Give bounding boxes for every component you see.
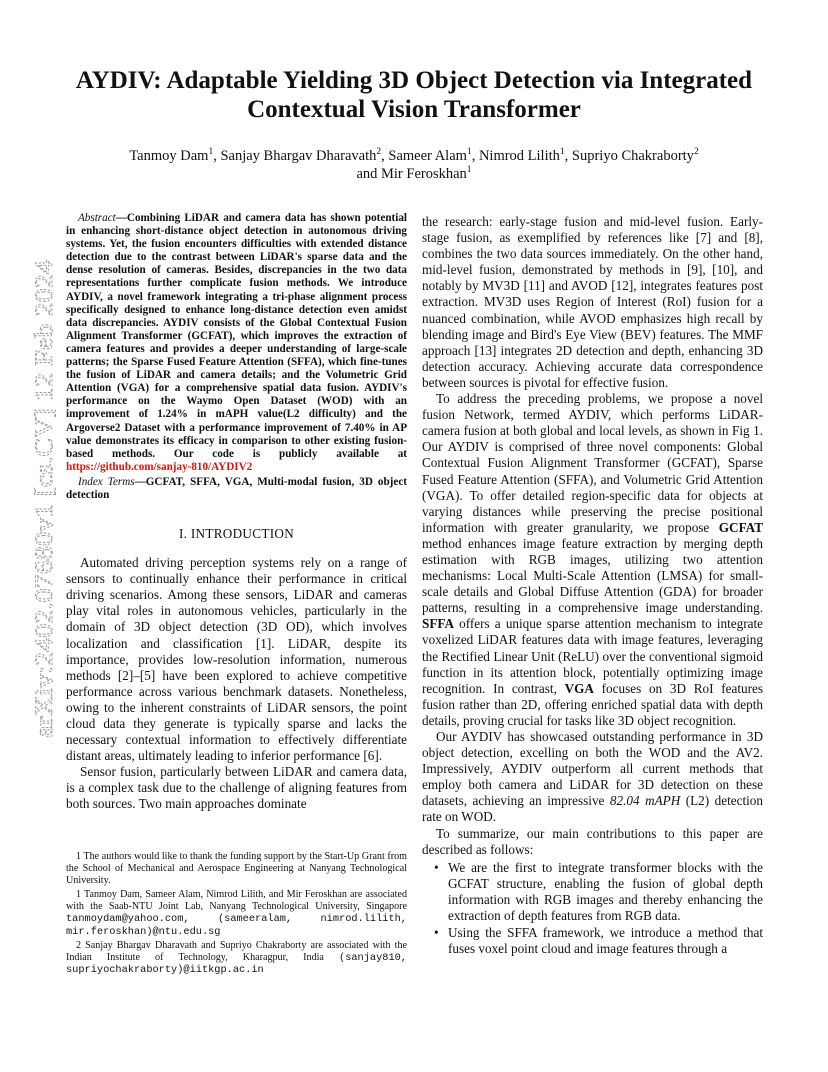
- index-terms: Index Terms—GCFAT, SFFA, VGA, Multi-modal fusion, 3D object detection: [66, 475, 407, 501]
- paragraph: To address the preceding problems, we propose a novel fusion Network, termed AYDIV, which performs LiDAR-camera fusion at both global and local levels, as shown in Fig 1. Our AYDIV is comprised of three novel components: Global Contextual Fusion Alignment Transformer (GCFAT), Sparse Fused Feature Attention (SFFA), and Volumetric Grid Attention (VGA). To offer detailed region-specific data for objects at varying distances while preserving the precise positional information with greater granularity, we propose GCFAT method enhances image feature extraction by merging depth estimation with RGB images, utilizing two attention mechanisms: Local Multi-Scale Attention (LMSA) for small-scale details and Global Diffuse Attention (GDA) for broader patterns, resulting in a comprehensive image understanding. SFFA offers a unique sparse attention mechanism to integrate voxelized LiDAR features data with image features, leveraging the Rectified Linear Unit (ReLU) over the conventional sigmoid function in its attention block, potentially optimizing image recognition. In contrast, VGA focuses on 3D RoI features fusion rather than 2D, offering enriched spatial data with depth details, proving crucial for tasks like 3D object recognition.: [422, 391, 763, 728]
- footnote: 1 The authors would like to thank the funding support by the Start-Up Grant from the School of Mechanical and Aerospace Engineering at Nanyang Technological University.: [66, 851, 407, 887]
- keyword-sffa: SFFA: [422, 616, 454, 632]
- right-column: [422, 214, 763, 958]
- arxiv-stamp-text: arXiv:2402.07680v1 [cs.CV] 12 Feb 2024: [29, 305, 58, 738]
- list-item: • We are the first to integrate transformer blocks with the GCFAT structure, enabling the fusion of global depth information with RGB images and thereby enhancing the extraction of depth features from RGB data.: [434, 859, 763, 924]
- author: Supriyo Chakraborty$^2$: [571, 147, 699, 164]
- abstract: Abstract—Combining LiDAR and camera data has shown potential in enhancing short-distance object detection in autonomous driving systems. Yet, the fusion encounters difficulties with extended distance detection due to the contrast between LiDAR's sparse data and the dense resolution of cameras. Besides, discrepancies in the two data representations further complicate fusion methods. We introduce AYDIV, a novel framework integrating a tri-phase alignment process specifically designed to enhance long-distance detection even amidst data discrepancies. AYDIV consists of the Global Contextual Fusion Alignment Transformer (GCFAT), which improves the extraction of camera features and provides a deeper understanding of large-scale patterns; the Sparse Fused Feature Attention (SFFA), which fine-tunes the fusion of LiDAR and camera details; and the Volumetric Grid Attention (VGA) for a comprehensive spatial data fusion. AYDIV's performance on the Waymo Open Dataset (WOD) with an improvement of 1.24% in mAPH value(L2 difficulty) and the Argoverse2 Dataset with a performance improvement of 7.40% in AP value demonstrates its efficacy in comparison to other existing fusion-based methods. Our code is publicly available at https://github.com/sanjay-810/AYDIV2: [66, 212, 407, 473]
- paragraph: the research: early-stage fusion and mid-level fusion. Early-stage fusion, as exemplified by references like [7] and [8], combines the two data sources immediately. On the other hand, mid-level fusion, demonstrated by methods in [9], [10], and notably by MV3D [11] and AVOD [12], integrates features post extraction. MV3D uses Region of Interest (RoI) fusion for a nuanced combination, while AVOD emphasizes high recall by blending image and Bird's Eye View (BEV) features. The MMF approach [13] integrates 2D detection and depth, enhancing 3D detection accuracy. Achieving accurate data correspondence between sources is pivotal for effective fusion.: [422, 214, 763, 390]
- index-terms-label: Index Terms: [78, 475, 135, 488]
- abstract-label: Abstract: [78, 212, 116, 224]
- paragraph: Sensor fusion, particularly between LiDAR and camera data, is a complex task due to the challenge of aligning features from both sources. Two main approaches dominate: [66, 764, 407, 812]
- email-addresses: (sanjay810, supriyochakraborty)@iitkgp.ac.in: [66, 951, 407, 976]
- footnote: 1 Tanmoy Dam, Sameer Alam, Nimrod Lilith, and Mir Feroskhan are associated with the Saab-NTU Joint Lab, Nanyang Technological University, Singapore tanmoydam@yahoo.com, (sameeralam, nimrod.lilith, mir.feroskhan)@ntu.edu.sg: [66, 889, 407, 938]
- keyword-vga: VGA: [564, 680, 594, 696]
- author: and Mir Feroskhan$^1$: [356, 165, 472, 182]
- arxiv-stamp: [16, 258, 62, 738]
- author-list: [70, 147, 758, 183]
- author: Tanmoy Dam$^1$,: [129, 147, 221, 164]
- keyword-gcfat: GCFAT: [718, 519, 763, 535]
- bullet-icon: •: [434, 925, 439, 941]
- bullet-icon: •: [434, 859, 439, 875]
- author: Sanjay Bhargav Dharavath$^2$,: [220, 147, 389, 164]
- left-column: [66, 212, 407, 813]
- author: Sameer Alam$^1$,: [388, 147, 479, 164]
- paragraph: Our AYDIV has showcased outstanding performance in 3D object detection, excelling on both the WOD and the AV2. Impressively, AYDIV outperform all current methods that employ both camera and LiDAR for 3D detection on these datasets, achieving an impressive 82.04 mAPH (L2) detection rate on WOD.: [422, 729, 763, 825]
- author: Nimrod Lilith$^1$,: [478, 147, 572, 164]
- paragraph: Automated driving perception systems rely on a range of sensors to continually enhance their performance in critical driving scenarios. Among these sensors, LiDAR and cameras play vital roles in autonomous vehicles, particularly in the domain of 3D object detection (3D OD), which involves localization and classification [1]. LiDAR, despite its importance, provides low-resolution information, numerous methods [2]–[5] have been explored to achieve competitive performance across various benchmark datasets. Nonetheless, owing to the inherent constraints of LiDAR sensors, the point cloud data they generate is typically sparse and lacks the necessary contextual information to effectively differentiate distant areas, ultimately leading to inferior performance [6].: [66, 555, 407, 764]
- contribution-list: [422, 860, 763, 958]
- code-link[interactable]: https://github.com/sanjay-810/AYDIV2: [66, 460, 253, 473]
- footnotes: [66, 851, 407, 978]
- emphasis-metric: 82.04 mAPH: [609, 793, 681, 809]
- section-heading: I. INTRODUCTION: [178, 526, 295, 542]
- list-item: • Using the SFFA framework, we introduce a method that fuses voxel point cloud and image features through a: [434, 925, 763, 957]
- email-addresses: tanmoydam@yahoo.com, (sameeralam, nimrod.lilith, mir.feroskhan)@ntu.edu.sg: [66, 913, 407, 938]
- paragraph: To summarize, our main contributions to this paper are described as follows:: [422, 825, 763, 857]
- footnote: 2 Sanjay Bhargav Dharavath and Supriyo Chakraborty are associated with the Indian Institute of Technology, Kharagpur, India (sanjay810, supriyochakraborty)@iitkgp.ac.in: [66, 939, 407, 976]
- paper-title: AYDIV: Adaptable Yielding 3D Object Detection via Integrated Contextual Vision Transformer: [75, 67, 753, 123]
